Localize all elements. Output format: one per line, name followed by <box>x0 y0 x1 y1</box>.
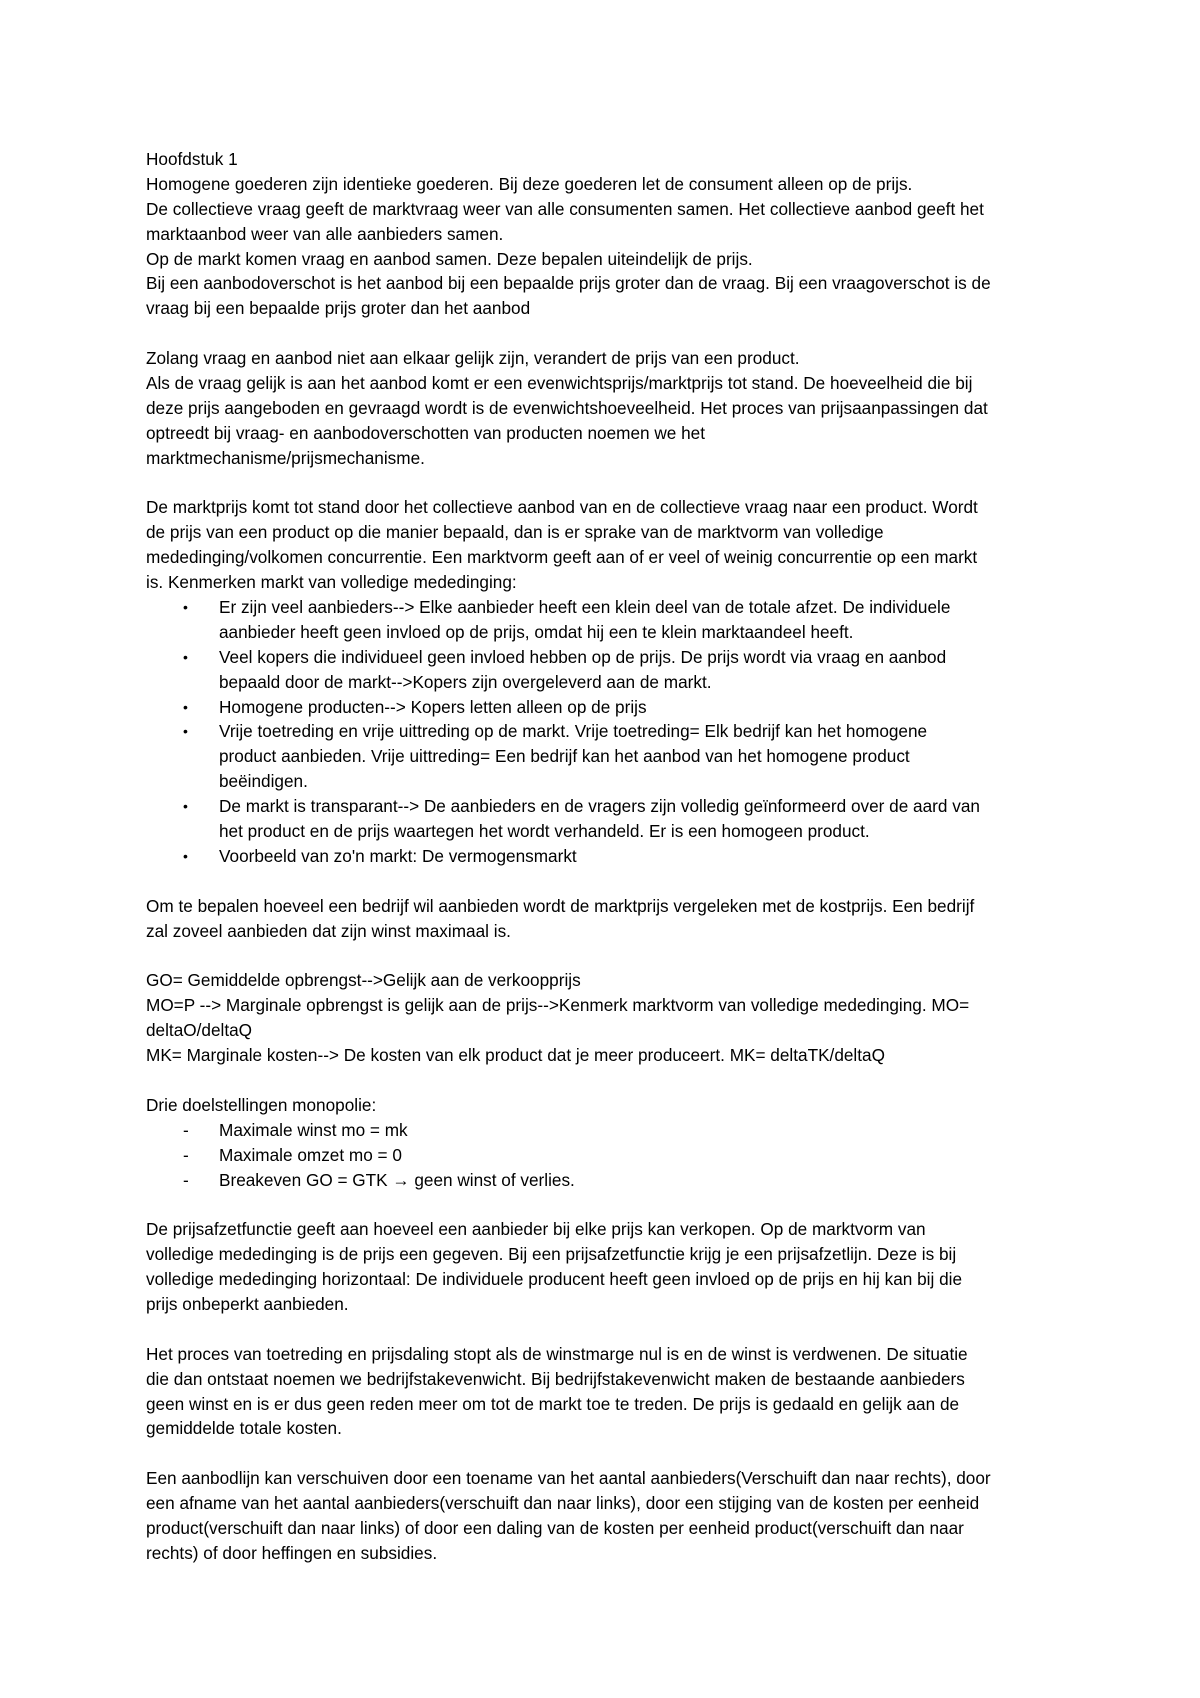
paragraph-aanbieden <box>146 894 1066 944</box>
bullet-marker: • <box>183 798 188 815</box>
text-line: optreedt bij vraag- en aanbodoverschotten van producten noemen we het <box>146 422 705 443</box>
text-line: Breakeven GO = GTK → geen winst of verlies. <box>219 1169 575 1190</box>
text-line: die dan ontstaat noemen we bedrijfstakevenwicht. Bij bedrijfstakevenwicht maken de bestaande aanbieders <box>146 1368 965 1389</box>
text-line: Bij een aanbodoverschot is het aanbod bij een bepaalde prijs groter dan de vraag. Bij een vraagoverschot is de <box>146 273 991 294</box>
text-line: marktaanbod weer van alle aanbieders samen. <box>146 223 504 244</box>
paragraph-bedrijfstakevenwicht <box>146 1342 1066 1442</box>
text-line: Op de markt komen vraag en aanbod samen. Deze bepalen uiteindelijk de prijs. <box>146 248 753 269</box>
text-line: Het proces van toetreding en prijsdaling stopt als de winstmarge nul is en de winst is verdwenen. De situatie <box>146 1343 968 1364</box>
list-item <box>146 1143 1066 1168</box>
text-line: Voorbeeld van zo'n markt: De vermogensmarkt <box>219 845 577 866</box>
chapter-heading: Hoofdstuk 1 <box>146 149 238 169</box>
list-item <box>146 645 1066 695</box>
text-line: vraag bij een bepaalde prijs groter dan het aanbod <box>146 298 531 319</box>
list-item <box>146 695 1066 720</box>
paragraph-spacer <box>146 1317 1066 1342</box>
text-line: MK= Marginale kosten--> De kosten van elk product dat je meer produceert. MK= deltaTK/deltaQ <box>146 1045 885 1066</box>
text-line: is. Kenmerken markt van volledige mededinging: <box>146 572 517 593</box>
list-item <box>146 595 1066 645</box>
text-line: Homogene goederen zijn identieke goederen. Bij deze goederen let de consument alleen op de prijs. <box>146 173 913 194</box>
bullet-marker: • <box>183 723 188 740</box>
paragraph-prijsafzetfunctie <box>146 1217 1066 1317</box>
text-line: Vrije toetreding en vrije uittreding op de markt. Vrije toetreding= Elk bedrijf kan het homogene <box>219 721 928 742</box>
text-line: een afname van het aantal aanbieders(verschuift dan naar links), door een stijging van de kosten per eenheid <box>146 1493 980 1514</box>
bullet-marker: • <box>183 599 188 616</box>
bullet-marker: • <box>183 648 188 665</box>
dash-marker: - <box>183 1144 189 1165</box>
document-body <box>146 147 1066 1566</box>
text-line: Als de vraag gelijk is aan het aanbod komt er een evenwichtsprijs/marktprijs tot stand. De hoeveelheid die bij <box>146 373 973 394</box>
text-line: MO=P --> Marginale opbrengst is gelijk aan de prijs-->Kenmerk marktvorm van volledige mededinging. MO= <box>146 995 970 1016</box>
paragraph-spacer <box>146 1192 1066 1217</box>
text-line: het product en de prijs waartegen het wordt verhandeld. Er is een homogeen product. <box>219 821 870 842</box>
text-line: gemiddelde totale kosten. <box>146 1418 342 1439</box>
list-item <box>146 719 1066 794</box>
paragraph-definities <box>146 968 1066 1068</box>
text-line: rechts) of door heffingen en subsidies. <box>146 1542 438 1563</box>
dash-marker: - <box>183 1119 189 1140</box>
text-line: mededinging/volkomen concurrentie. Een marktvorm geeft aan of er veel of weinig concurrentie op een markt <box>146 547 978 568</box>
dash-list-doelstellingen <box>146 1118 1066 1193</box>
paragraph-aanbodlijn <box>146 1466 1066 1566</box>
text-line: Om te bepalen hoeveel een bedrijf wil aanbieden wordt de marktprijs vergeleken met de kostprijs. Een bedrijf <box>146 895 975 916</box>
paragraph-evenwichtsprijs <box>146 346 1066 470</box>
dash-marker: - <box>183 1169 189 1190</box>
text-line: zal zoveel aanbieden dat zijn winst maximaal is. <box>146 920 511 941</box>
text-line: de prijs van een product op die manier bepaald, dan is er sprake van de marktvorm van volledige <box>146 522 884 543</box>
text-line: De marktprijs komt tot stand door het collectieve aanbod van en de collectieve vraag naar een product. Wordt <box>146 497 978 518</box>
paragraph-spacer <box>146 1068 1066 1093</box>
list-item <box>146 794 1066 844</box>
text-line: De markt is transparant--> De aanbieders en de vragers zijn volledig geïnformeerd over de aard van <box>219 796 980 817</box>
text-line: Zolang vraag en aanbod niet aan elkaar gelijk zijn, verandert de prijs van een product. <box>146 348 800 369</box>
text-line: bepaald door de markt-->Kopers zijn overgeleverd aan de markt. <box>219 671 712 692</box>
text-line: Maximale winst mo = mk <box>219 1119 408 1140</box>
text-line: volledige mededinging is de prijs een gegeven. Bij een prijsafzetfunctie krijg je een prijsafzetlijn. Deze is bij <box>146 1244 957 1265</box>
list-item <box>146 1168 1066 1193</box>
text-line: geen winst en is er dus geen reden meer om tot de markt toe te treden. De prijs is gedaald en gelijk aan de <box>146 1393 960 1414</box>
text-line: volledige mededinging horizontaal: De individuele producent heeft geen invloed op de prijs en hij kan bij die <box>146 1269 963 1290</box>
list-item <box>146 1118 1066 1143</box>
paragraph-spacer <box>146 321 1066 346</box>
text-line: aanbieder heeft geen invloed op de prijs, omdat hij een te klein marktaandeel heeft. <box>219 621 854 642</box>
bullet-list-kenmerken <box>146 595 1066 869</box>
text-line: Veel kopers die individueel geen invloed hebben op de prijs. De prijs wordt via vraag en aanbod <box>219 646 947 667</box>
monopolie-heading: Drie doelstellingen monopolie: <box>146 1094 377 1115</box>
text-line: marktmechanisme/prijsmechanisme. <box>146 447 425 468</box>
paragraph-marktprijs <box>146 495 1066 595</box>
bullet-marker: • <box>183 847 188 864</box>
text-line: GO= Gemiddelde opbrengst-->Gelijk aan de verkoopprijs <box>146 970 581 991</box>
text-line: product(verschuift dan naar links) of door een daling van de kosten per eenheid product(verschuift dan naar <box>146 1517 964 1538</box>
text-line: deltaO/deltaQ <box>146 1020 253 1041</box>
text-line: product aanbieden. Vrije uittreding= Een bedrijf kan het aanbod van het homogene product <box>219 746 910 767</box>
bullet-marker: • <box>183 698 188 715</box>
text-line: beëindigen. <box>219 771 308 792</box>
text-line: Homogene producten--> Kopers letten alleen op de prijs <box>219 696 647 717</box>
text-line: De collectieve vraag geeft de marktvraag weer van alle consumenten samen. Het collectieve aanbod geeft het <box>146 198 984 219</box>
text-line: Maximale omzet mo = 0 <box>219 1144 402 1165</box>
text-line: Er zijn veel aanbieders--> Elke aanbieder heeft een klein deel van de totale afzet. De individuele <box>219 597 951 618</box>
paragraph-spacer <box>146 1441 1066 1466</box>
paragraph-spacer <box>146 471 1066 496</box>
paragraph-homogene-goederen <box>146 172 1066 321</box>
text-line: De prijsafzetfunctie geeft aan hoeveel een aanbieder bij elke prijs kan verkopen. Op de marktvorm van <box>146 1219 926 1240</box>
text-line: prijs onbeperkt aanbieden. <box>146 1293 349 1314</box>
list-item <box>146 844 1066 869</box>
text-line: Een aanbodlijn kan verschuiven door een toename van het aantal aanbieders(Verschuift dan naar rechts), door <box>146 1468 991 1489</box>
paragraph-spacer <box>146 944 1066 969</box>
paragraph-spacer <box>146 869 1066 894</box>
text-line: deze prijs aangeboden en gevraagd wordt is de evenwichtshoeveelheid. Het proces van prijsaanpassingen dat <box>146 397 988 418</box>
